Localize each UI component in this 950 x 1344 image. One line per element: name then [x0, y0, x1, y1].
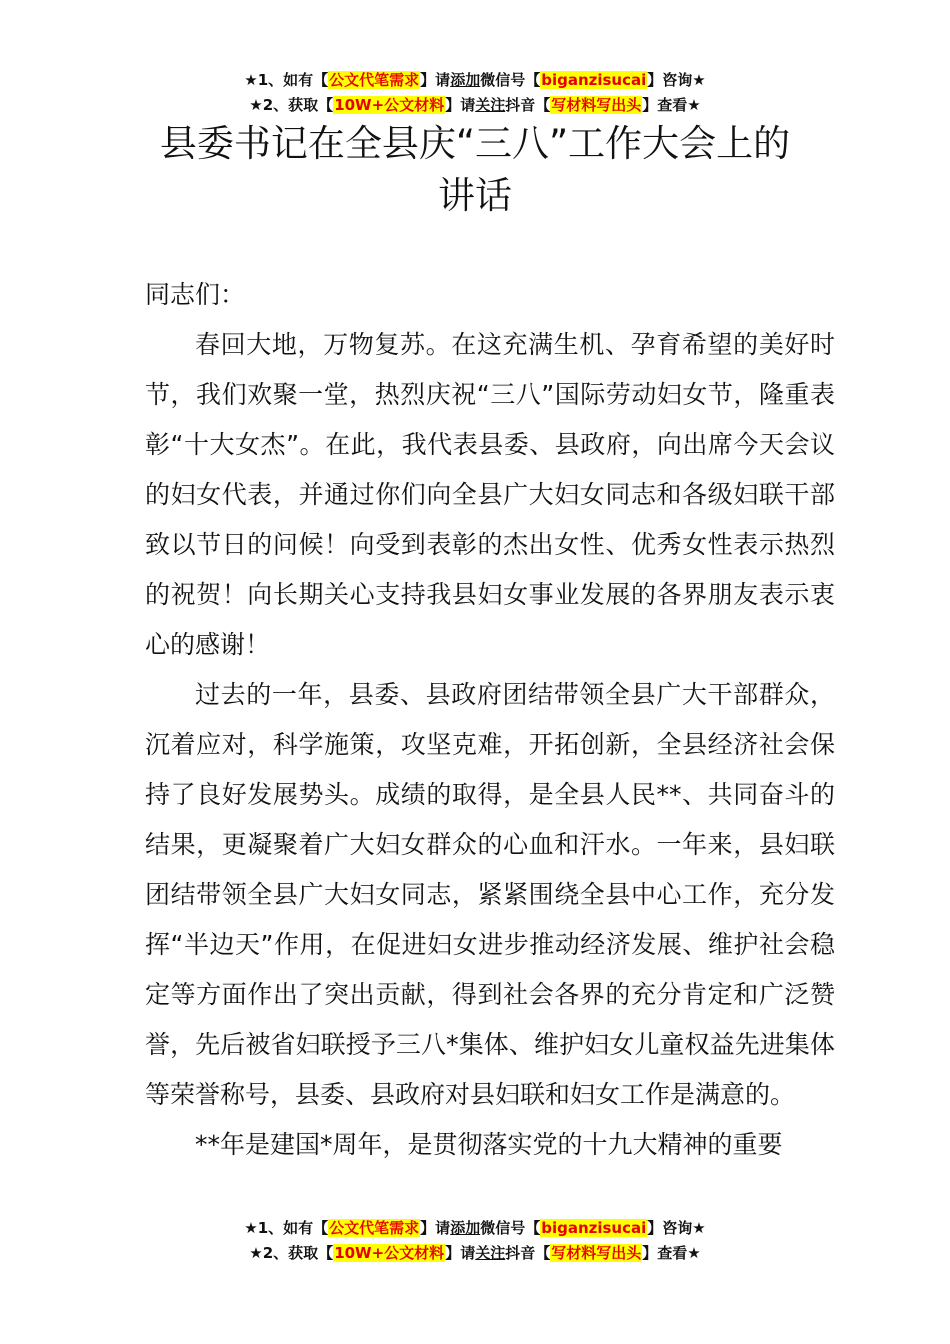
title-line-1: 县委书记在全县庆“三八”工作大会上的 — [159, 122, 791, 165]
promo-line-1: ★1、如有【公文代笔需求】请添加微信号【biganzisucai】咨询★ — [244, 71, 706, 89]
promo-line-1: ★1、如有【公文代笔需求】请添加微信号【biganzisucai】咨询★ — [244, 1219, 706, 1237]
title-line-2: 讲话 — [438, 174, 512, 217]
promo-line-2: ★2、获取【10W+公文材料】请关注抖音【写材料写出头】查看★ — [249, 1244, 701, 1262]
highlight-douyin-account: 写材料写出头 — [551, 96, 642, 114]
highlight-service: 公文代笔需求 — [329, 1219, 420, 1237]
highlight-service: 公文代笔需求 — [329, 71, 420, 89]
document-title — [0, 118, 950, 222]
highlight-materials: 10W+公文材料 — [334, 1244, 445, 1262]
underline-follow: 关注 — [475, 96, 506, 114]
highlight-materials: 10W+公文材料 — [334, 96, 445, 114]
underline-follow: 关注 — [475, 1244, 506, 1262]
top-promo-banner — [0, 68, 950, 118]
underline-add: 添加 — [450, 1219, 481, 1237]
salutation: 同志们： — [145, 280, 246, 309]
bottom-promo-banner — [0, 1216, 950, 1266]
promo-line-2: ★2、获取【10W+公文材料】请关注抖音【写材料写出头】查看★ — [249, 96, 701, 114]
paragraph-2: 过去的一年，县委、县政府团结带领全县广大干部群众，沉着应对，科学施策，攻坚克难，开拓创新，全县经济社会保持了良好发展势头。成绩的取得，是全县人民**、共同奋斗的结果，更凝聚着广大妇女群众的心血和汗水。一年来，县妇联团结带领全县广大妇女同志，紧紧围绕全县中心工作，充分发挥“半边天”作用，在促进妇女进步推动经济发展、维护社会稳定等方面作出了突出贡献，得到社会各界的充分肯定和广泛赞誉，先后被省妇联授予三八*集体、维护妇女儿童权益先进集体等荣誉称号，县委、县政府对县妇联和妇女工作是满意的。 — [145, 680, 835, 1109]
highlight-wechat-id: biganzisucai — [541, 1219, 647, 1237]
document-body — [145, 270, 835, 1170]
highlight-wechat-id: biganzisucai — [541, 71, 647, 89]
paragraph-3: **年是建国*周年，是贯彻落实党的十九大精神的重要 — [195, 1130, 783, 1159]
highlight-douyin-account: 写材料写出头 — [551, 1244, 642, 1262]
underline-add: 添加 — [450, 71, 481, 89]
paragraph-1: 春回大地，万物复苏。在这充满生机、孕育希望的美好时节，我们欢聚一堂，热烈庆祝“三八”国际劳动妇女节，隆重表彰“十大女杰”。在此，我代表县委、县政府，向出席今天会议的妇女代表，并通过你们向全县广大妇女同志和各级妇联干部致以节日的问候！向受到表彰的杰出女性、优秀女性表示热烈的祝贺！向长期关心支持我县妇女事业发展的各界朋友表示衷心的感谢！ — [145, 330, 835, 659]
